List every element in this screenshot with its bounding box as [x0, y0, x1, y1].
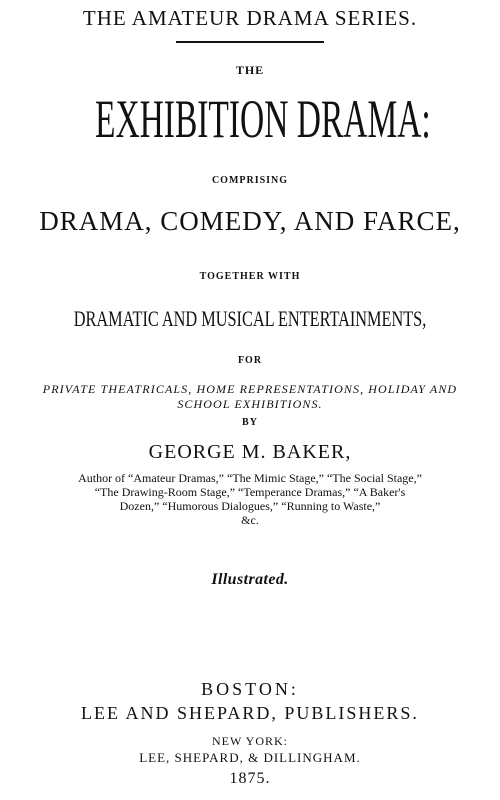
for-label: FOR [237, 355, 263, 366]
together-with-label: TOGETHER WITH [199, 271, 301, 282]
secondary-city: NEW YORK: [212, 734, 288, 748]
title-rule [176, 41, 324, 43]
author-credits-line-1: Author of “Amateur Dramas,” “The Mimic Stage,” “The Social Stage,” [78, 471, 422, 485]
genre-subtitle: DRAMA, COMEDY, AND FARCE, [39, 206, 461, 236]
purpose-line-1: PRIVATE THEATRICALS, HOME REPRESENTATIONS, HOLIDAY AND [42, 382, 458, 396]
title-article: THE [235, 63, 265, 77]
by-label: BY [242, 417, 258, 428]
author-credits-line-2: “The Drawing-Room Stage,” “Temperance Dramas,” “A Baker's [94, 485, 406, 499]
imprint-city: BOSTON: [201, 679, 299, 699]
illustrated-note: Illustrated. [211, 571, 289, 588]
series-title: THE AMATEUR DRAMA SERIES. [82, 6, 418, 30]
main-title: EXHIBITION DRAMA: [95, 89, 431, 149]
purpose-line-2: SCHOOL EXHIBITIONS. [177, 397, 323, 411]
author-credits-line-3: Dozen,” “Humorous Dialogues,” “Running to Waste,” [119, 499, 381, 513]
secondary-publisher: LEE, SHEPARD, & DILLINGHAM. [139, 750, 361, 765]
publication-year: 1875. [229, 770, 271, 787]
author-credits-line-4: &c. [241, 513, 259, 527]
imprint-publisher: LEE AND SHEPARD, PUBLISHERS. [81, 703, 419, 723]
author-name: GEORGE M. BAKER, [148, 441, 352, 463]
comprising-label: COMPRISING [211, 175, 289, 186]
entertainments-line: DRAMATIC AND MUSICAL ENTERTAINMENTS, [73, 306, 427, 331]
